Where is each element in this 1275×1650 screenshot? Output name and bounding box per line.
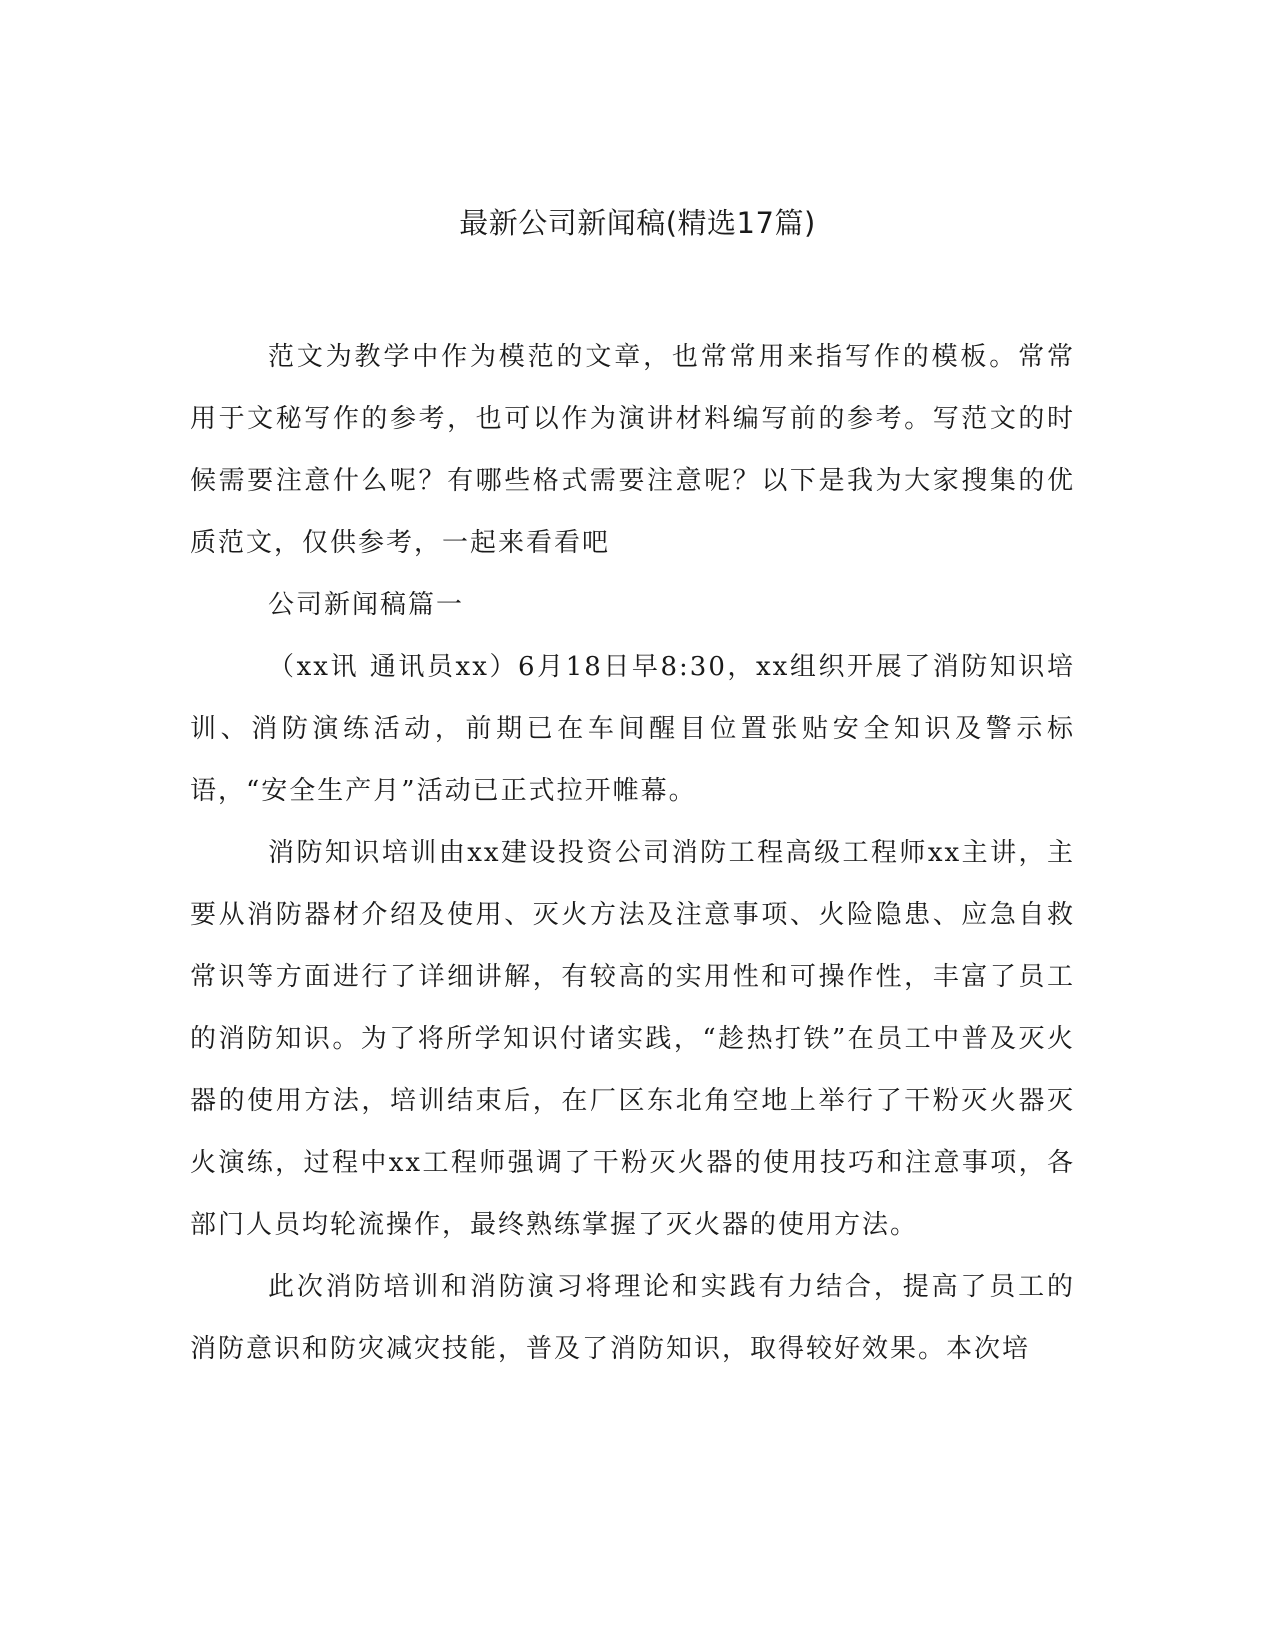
document-body: [190, 326, 1075, 1380]
document-title: 最新公司新闻稿(精选17篇): [459, 206, 816, 240]
news-paragraph-2: 消防知识培训由xx建设投资公司消防工程高级工程师xx主讲，主要从消防器材介绍及使用、灭火方法及注意事项、火险隐患、应急自救常识等方面进行了详细讲解，有较高的实用性和可操作性，丰富了员工的消防知识。为了将所学知识付诸实践，“趁热打铁”在员工中普及灭火器的使用方法，培训结束后，在厂区东北角空地上举行了干粉灭火器灭火演练，过程中xx工程师强调了干粉灭火器的使用技巧和注意事项，各部门人员均轮流操作，最终熟练掌握了灭火器的使用方法。: [190, 838, 1075, 1240]
section-heading-one: 公司新闻稿篇一: [268, 590, 465, 620]
news-paragraph-1: （xx讯 通讯员xx）6月18日早8:30，xx组织开展了消防知识培训、消防演练活动，前期已在车间醒目位置张贴安全知识及警示标语，“安全生产月”活动已正式拉开帷幕。: [190, 652, 1075, 806]
news-paragraph-3: 此次消防培训和消防演习将理论和实践有力结合，提高了员工的消防意识和防灾减灾技能，普及了消防知识，取得较好效果。本次培: [190, 1272, 1075, 1364]
intro-paragraph: 范文为教学中作为模范的文章，也常常用来指写作的模板。常常用于文秘写作的参考，也可以作为演讲材料编写前的参考。写范文的时候需要注意什么呢？有哪些格式需要注意呢？以下是我为大家搜集的优质范文，仅供参考，一起来看看吧: [190, 342, 1075, 558]
